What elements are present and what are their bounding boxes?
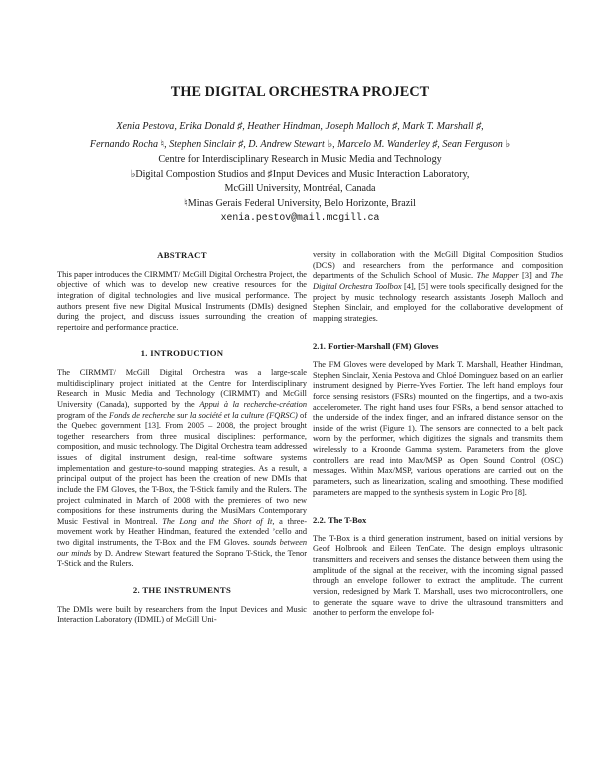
left-column [57,250,307,626]
instruments-text-continued [313,250,563,324]
intro-text-1: The CIRMMT/ McGill Digital Orchestra was a large-scale multidisciplinary project initiated at the Centre for Interdisciplinary Research in Music Media and Technology (CIRMMT) and McGill University (Canada), supported by the [57,368,307,409]
introduction-text [57,368,307,570]
intro-italic-1: Appui à la recherche-création [199,399,308,409]
instruments-text-start: The DMIs were built by researchers from the Input Devices and Music Interaction Laboratory (IDMIL) of McGill Uni- [57,604,307,625]
contact-email: xenia.pestov@mail.mcgill.ca [220,212,380,224]
affiliation-cirmmt: Centre for Interdisciplinary Research in Music Media and Technology [158,154,442,165]
intro-text-5: by D. Andrew Stewart featured the Soprano T-Stick, the Tenor T-Stick and the Rulers. [57,548,307,569]
intro-italic-3: The Long and the Short of It [162,516,273,526]
instruments-text-2: [3] and [518,271,551,281]
affiliations [20,153,580,226]
introduction-heading: 1. INTRODUCTION [140,348,224,359]
abstract-text: This paper introduces the CIRMMT/ McGill Digital Orchestra Project, the objective of which was to develop new creative resources for the integration of digital technologies and live musical performance. The authors present five new Digital Musical Instruments (DMIs) designed during the project, and discuss issues surrounding the creation of repertoire and performance practice. [57,269,307,332]
author-line-2: Fernando Rocha ♮, Stephen Sinclair ♯, D. Andrew Stewart ♭, Marcelo M. Wanderley ♯, Sean Ferguson ♭ [89,138,511,150]
intro-italic-4: sounds between our minds [57,538,307,558]
paper-title: THE DIGITAL ORCHESTRA PROJECT [170,84,430,100]
t-box-heading: 2.2. The T-Box [313,515,367,526]
fm-gloves-text: The FM Gloves were developed by Mark T. Marshall, Heather Hindman, Stephen Sinclair, Xenia Pestova and Chloé Dominguez based on an earlier instrument designed by Pierre-Yves Fortier. The left hand employs four force sensing resistors (FSRs) mounted on the fingertips, and a two-axis accelerometer. The right hand uses four FSRs, a bend sensor attached to the underside of the index finger, and an infrared distance sensor on the inside of the wrist (Figure 1). The sensors are connected to a belt pack worn by the performer, which digitizes the signals and transmits them wirelessly to a Kroonde Gamma system. Parameters from the glove controllers are read into Max/MSP as Open Sound Control (OSC) messages. Within Max/MSP, various operations are carried out on the parameters, such as linearization, scaling and smoothing. These modified parameters are mapped to the synthesis system in Logic Pro [8]. [313,360,563,497]
intro-text-4: , a three-movement work by Heather Hindman, featured the extended ’cello and two digital instruments, the T-Box and the FM Gloves. [57,516,307,547]
intro-text-3: of the Quebec government [13]. From 2005 – 2008, the project brought together researchers from three musical disciplines: performance, composition, and music technology. The Digital Orchestra team addressed issues of digital instrument design, real-time software systems implementation and gesture-to-sound mapping strategies. As a result, a principal output of the project has been the creation of new DMIs that include the FM Gloves, the T-Box, the T-Stick family and the Rulers. The project culminated in March of 2008 with the premieres of two new compositions for these instruments during the MusiMars Contemporary Music Festival in Montreal. [57,410,307,526]
affiliation-dcs-idmil: ♭Digital Compostion Studios and ♯Input Devices and Music Interaction Laboratory, [130,168,470,180]
instruments-italic-2: The Digital Orchestra Toolbox [313,271,563,291]
abstract-heading: ABSTRACT [157,250,207,260]
instruments-text-1-continued: versity in collaboration with the McGill Digital Composition Studios (DCS) and researchers from the performance and composition departments of the Schulich School of Music. [313,250,563,281]
fm-gloves-heading: 2.1. Fortier-Marshall (FM) Gloves [313,341,439,352]
instruments-heading: 2. THE INSTRUMENTS [132,584,232,595]
affiliation-mcgill: McGill University, Montréal, Canada [224,183,376,195]
instruments-italic-1: The Mapper [476,271,519,281]
author-list [20,118,580,153]
intro-text-2: program of the [57,410,109,420]
affiliation-ufmg: ♮Minas Gerais Federal University, Belo Horizonte, Brazil [184,197,416,209]
instruments-text-3: [4], [5] were tools specifically designed for the project by music technology research assistants Joseph Malloch and Stephen Sinclair, and employed for the collaborative development of mapping strategies. [313,281,563,323]
intro-italic-2: Fonds de recherche sur la société et la culture (FQRSC) [108,410,298,420]
author-line-1: Xenia Pestova, Erika Donald ♯, Heather Hindman, Joseph Malloch ♯, Mark T. Marshall ♯, [116,121,484,132]
t-box-text: The T-Box is a third generation instrument, based on initial versions by Geof Holbrook and Eileen TenCate. The design employs ultrasonic transmitters and receivers and senses the distance between them using the amplitude of the signal at the receiver, with the incoming signal passed through an envelope follower to extract the amplitude. The current version, redesigned by Mark T. Marshall, uses two microcontrollers, one to generate the square wave to drive the ultrasound transmitters and another to perform the envelope fol- [313,533,563,618]
right-column [313,250,563,619]
